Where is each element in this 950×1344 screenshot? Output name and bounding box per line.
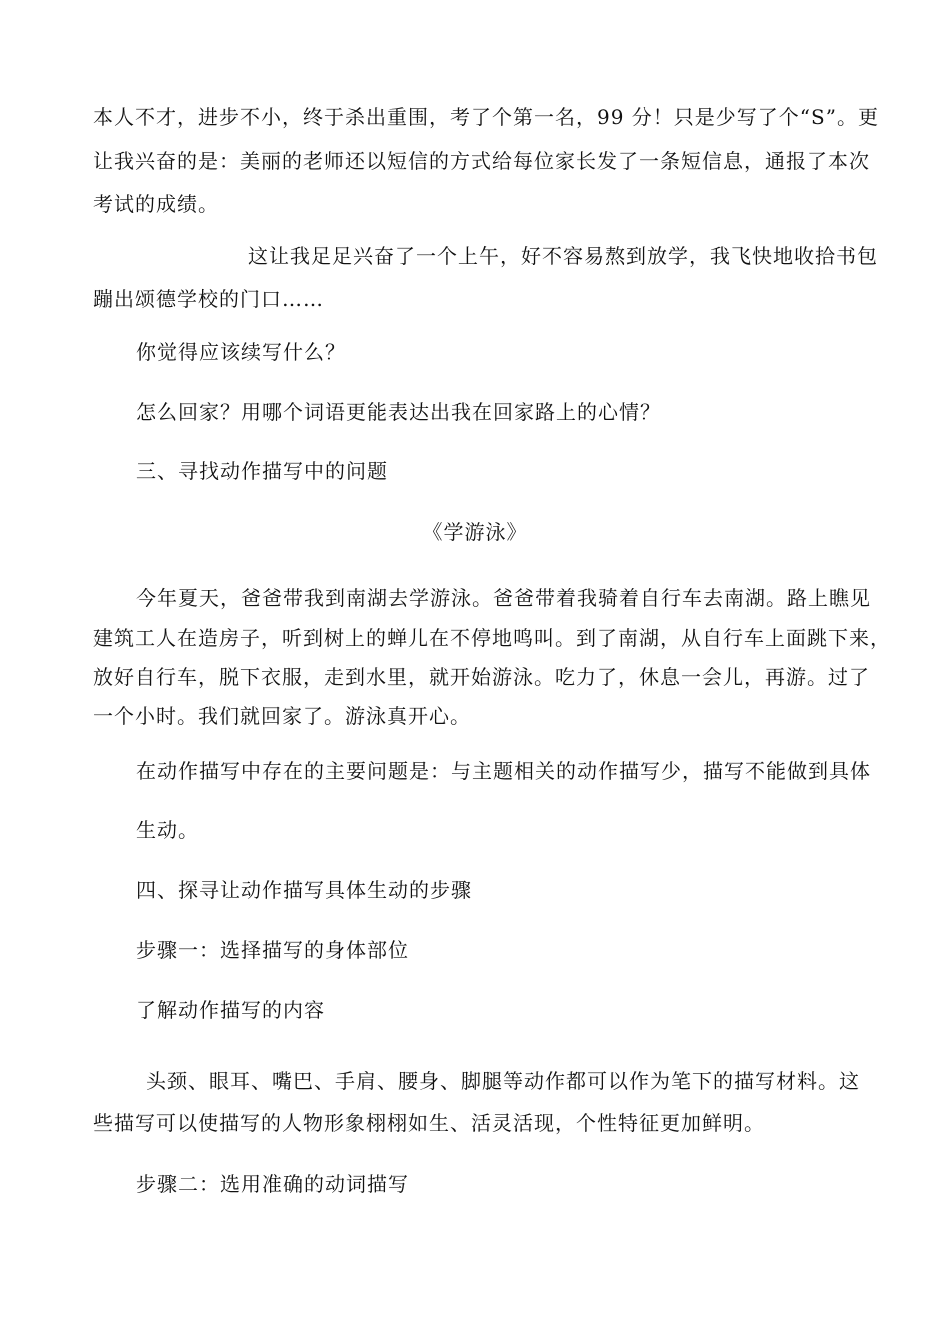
step-1-subheading: 了解动作描写的内容 (136, 998, 325, 1022)
body-parts-line: 些描写可以使描写的人物形象栩栩如生、活灵活现，个性特征更加鲜明。 (93, 1111, 765, 1135)
paragraph-line: 考试的成绩。 (93, 192, 219, 216)
section-heading-4: 四、探寻让动作描写具体生动的步骤 (136, 878, 472, 902)
question-1: 你觉得应该续写什么？ (136, 340, 346, 364)
paragraph-line: 让我兴奋的是：美丽的老师还以短信的方式给每位家长发了一条短信息，通报了本次 (93, 149, 870, 173)
essay-line: 一个小时。我们就回家了。游泳真开心。 (93, 704, 471, 728)
section-heading-3: 三、寻找动作描写中的问题 (136, 459, 388, 483)
essay-title: 《学游泳》 (422, 520, 528, 544)
step-2-heading: 步骤二：选用准确的动词描写 (136, 1172, 409, 1196)
paragraph-line: 蹦出颂德学校的门口…… (93, 287, 324, 311)
paragraph-line: 本人不才，进步不小，终于杀出重围，考了个第一名，99 分！只是少写了个“S”。更 (93, 105, 879, 129)
step-1-heading: 步骤一：选择描写的身体部位 (136, 938, 409, 962)
body-parts-line: 头颈、眼耳、嘴巴、手肩、腰身、脚腿等动作都可以作为笔下的描写材料。这 (146, 1069, 860, 1093)
problem-line: 生动。 (136, 818, 199, 842)
essay-line: 建筑工人在造房子，听到树上的蝉儿在不停地鸣叫。到了南湖，从自行车上面跳下来， (93, 626, 891, 650)
paragraph-line: 这让我足足兴奋了一个上午，好不容易熬到放学，我飞快地收拾书包 (248, 244, 878, 268)
essay-line: 放好自行车，脱下衣服，走到水里，就开始游泳。吃力了，休息一会儿，再游。过了 (93, 665, 870, 689)
essay-line: 今年夏天，爸爸带我到南湖去学游泳。爸爸带着我骑着自行车去南湖。路上瞧见 (136, 586, 871, 610)
question-2: 怎么回家？用哪个词语更能表达出我在回家路上的心情？ (136, 400, 661, 424)
problem-line: 在动作描写中存在的主要问题是：与主题相关的动作描写少，描写不能做到具体 (136, 759, 871, 783)
